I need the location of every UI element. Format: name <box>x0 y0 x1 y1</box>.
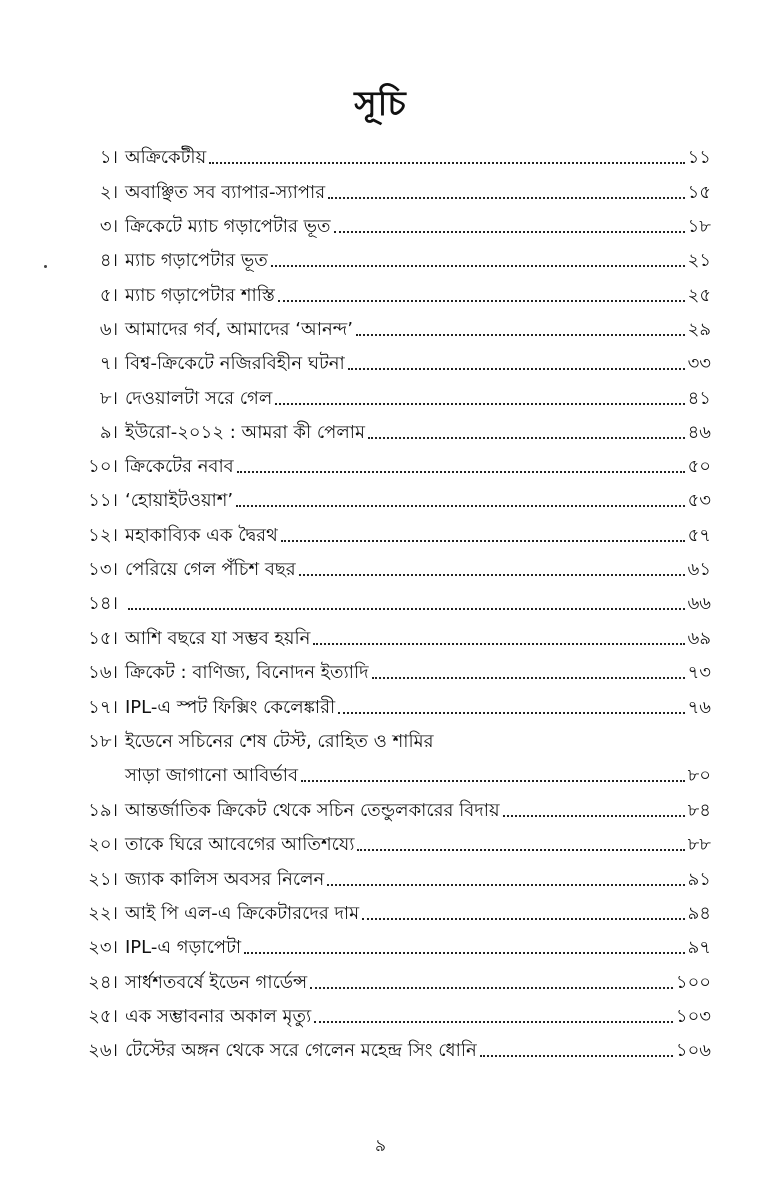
entry-page: ৭৬ <box>687 697 711 718</box>
entry-title: বিশ্ব-ক্রিকেটে নজিরবিহীন ঘটনা <box>125 353 345 374</box>
entry-number: ২৪। <box>88 972 118 993</box>
entry-page: ৭৩ <box>687 662 711 683</box>
entry-number: ৭। <box>99 353 118 374</box>
page-number: ৯ <box>374 1136 387 1156</box>
entry-page: ১৫ <box>687 182 711 203</box>
entry-number: ১৬। <box>88 662 118 683</box>
entry-number: ১। <box>99 147 118 168</box>
dot-leader <box>327 883 684 886</box>
entry-title: অবাঞ্ছিত সব ব্যাপার-স্যাপার <box>125 182 326 203</box>
dot-leader <box>503 814 685 817</box>
entry-page: ১০৬ <box>675 1040 711 1061</box>
entry-page: ৪৬ <box>687 422 711 443</box>
entry-number: ৩। <box>99 216 118 237</box>
entry-number: ১৭। <box>88 697 118 718</box>
dot-leader <box>275 402 684 405</box>
dot-leader <box>278 299 685 302</box>
entry-title: মহাকাব্যিক এক দ্বৈরথ <box>125 525 278 546</box>
dot-leader <box>328 196 684 199</box>
entry-page: ২৯ <box>687 319 711 340</box>
entry-number: ৯। <box>99 422 118 443</box>
dot-leader <box>348 367 685 370</box>
dot-leader <box>314 1020 673 1023</box>
entry-number: ২। <box>99 182 118 203</box>
entry-page: ৫৩ <box>687 490 711 511</box>
dot-leader <box>372 676 685 679</box>
dot-leader <box>299 573 685 576</box>
entry-title: IPL-এ স্পট ফিক্সিং কেলেঙ্কারী <box>125 697 336 718</box>
dot-leader <box>310 986 673 989</box>
dot-leader <box>237 470 685 473</box>
entry-page: ১০০ <box>675 972 711 993</box>
entry-number: ১৯। <box>88 800 118 821</box>
entry-title: পেরিয়ে গেল পঁচিশ বছর <box>125 559 296 580</box>
entry-number: ৫। <box>99 285 118 306</box>
entry-number: ১৪। <box>88 593 118 614</box>
dot-leader <box>334 230 685 233</box>
entry-page: ৮৮ <box>687 834 711 855</box>
page-title: সূচি <box>354 84 407 124</box>
entry-number: ২০। <box>88 834 118 855</box>
entry-page: ৬১ <box>687 559 711 580</box>
entry-page: ৯৭ <box>687 937 711 958</box>
entry-title: এক সম্ভাবনার অকাল মৃত্যু <box>125 1006 312 1027</box>
entry-title: ক্রিকেটের নবাব <box>125 456 234 477</box>
entry-page: ৩৩ <box>687 353 711 374</box>
dot-leader <box>244 951 684 954</box>
entry-page: ২১ <box>687 250 711 271</box>
entry-title: আমাদের গর্ব, আমাদের ‘আনন্দ’ <box>125 319 353 340</box>
entry-number: ১০। <box>88 456 118 477</box>
dot-leader <box>313 642 684 645</box>
entry-title: ম্যাচ গড়াপেটার ভূত <box>125 250 268 271</box>
entry-page: ১১ <box>687 147 711 168</box>
entry-page: ৫৭ <box>687 525 711 546</box>
entry-title: আশি বছরে যা সম্ভব হয়নি <box>125 628 311 649</box>
dot-leader <box>362 917 685 920</box>
entry-number: ১১। <box>88 490 118 511</box>
entry-page: ৯৪ <box>687 903 711 924</box>
entry-title: ইডেনে সচিনের শেষ টেস্ট, রোহিত ও শামির <box>125 731 434 752</box>
entry-title: দেওয়ালটা সরে গেল <box>125 388 273 409</box>
entry-title: আই পি এল-এ ক্রিকেটারদের দাম <box>125 903 360 924</box>
entry-page: ১৮ <box>687 216 711 237</box>
entry-title: তাকে ঘিরে আবেগের আতিশয্যে <box>125 834 355 855</box>
entry-page: ২৫ <box>687 285 711 306</box>
dot-leader <box>338 711 684 714</box>
entry-number: ১২। <box>88 525 118 546</box>
entry-title-continued: সাড়া জাগানো আবির্ভাব <box>125 765 298 786</box>
dot-leader <box>368 436 685 439</box>
entry-number: ৮। <box>99 388 118 409</box>
entry-number: ৪। <box>99 250 118 271</box>
entry-title: সার্ধশতবর্ষে ইডেন গার্ডেন্স <box>125 972 308 993</box>
entry-page: ৬৬ <box>687 593 711 614</box>
entry-page: ৬৯ <box>687 628 711 649</box>
entry-title: ক্রিকেট : বাণিজ্য, বিনোদন ইত্যাদি <box>125 662 369 683</box>
entry-number: ২৬। <box>88 1040 118 1061</box>
entry-number: ৬। <box>99 319 118 340</box>
entry-number: ১৩। <box>88 559 118 580</box>
entry-number: ২১। <box>88 869 118 890</box>
entry-page: ১০৩ <box>675 1006 711 1027</box>
entry-page: ৯১ <box>687 869 711 890</box>
entry-page: ৮০ <box>687 765 711 786</box>
entry-number: ২৩। <box>88 937 118 958</box>
entry-number: ১৫। <box>88 628 118 649</box>
dot-leader <box>236 504 684 507</box>
entry-title: ‘হোয়াইটওয়াশ’ <box>125 490 234 511</box>
entry-title: আন্তর্জাতিক ক্রিকেট থেকে সচিন তেন্ডুলকারের বিদায় <box>125 800 500 821</box>
entry-number: ১৮। <box>88 731 118 752</box>
dot-leader <box>356 333 685 336</box>
entry-title: অক্রিকেটীয় <box>125 147 207 168</box>
entry-page: ৮৪ <box>687 800 711 821</box>
dot-leader <box>209 161 684 164</box>
entry-title: জ্যাক কালিস অবসর নিলেন <box>125 869 325 890</box>
entry-title: ইউরো-২০১২ : আমরা কী পেলাম <box>125 422 365 443</box>
entry-page: ৫০ <box>687 456 711 477</box>
entry-title: টেস্টের অঙ্গন থেকে সরে গেলেন মহেন্দ্র সিং ধোনি <box>125 1040 477 1061</box>
dot-leader <box>281 539 685 542</box>
dot-leader <box>128 607 685 610</box>
entry-page: ৪১ <box>687 388 711 409</box>
dot-leader <box>301 779 685 782</box>
entry-title: ম্যাচ গড়াপেটার শাস্তি <box>125 285 275 306</box>
entry-title: ক্রিকেটে ম্যাচ গড়াপেটার ভূত <box>125 216 331 237</box>
dot-leader <box>480 1054 673 1057</box>
dot-leader <box>357 848 684 851</box>
entry-number: ২৫। <box>88 1006 118 1027</box>
dot-leader <box>271 264 685 267</box>
entry-title: IPL-এ গড়াপেটা <box>125 937 242 958</box>
entry-number: ২২। <box>88 903 118 924</box>
